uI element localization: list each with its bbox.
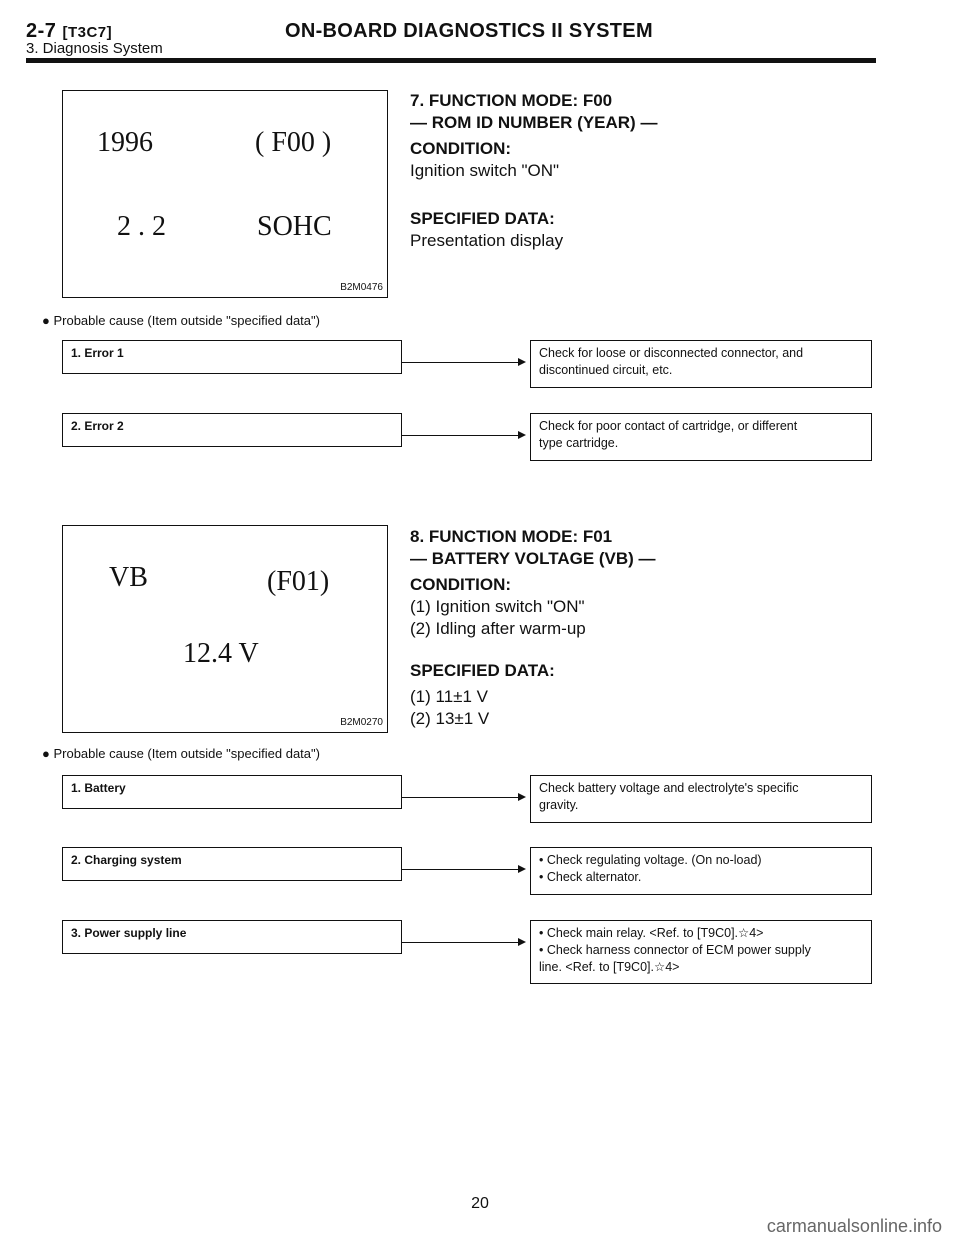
action-line: Check battery voltage and electrolyte's specific (539, 781, 799, 795)
specified-data-text: (2) 13±1 V (410, 709, 490, 728)
header-rule (26, 58, 876, 63)
screen-displacement: 2 . 2 (117, 211, 166, 242)
section8-text (410, 526, 870, 730)
cause-box: 3. Power supply line (62, 920, 402, 954)
figure-id: B2M0476 (340, 282, 383, 293)
screen-mode: ( F00 ) (255, 127, 332, 158)
condition-label: CONDITION: (410, 139, 512, 158)
cause-box: 2. Error 2 (62, 413, 402, 447)
arrow-right-icon (518, 431, 526, 439)
page-number: 20 (471, 1195, 489, 1212)
specified-data-text: Presentation display (410, 231, 564, 250)
condition-text: Ignition switch "ON" (410, 161, 560, 180)
action-line: Check for loose or disconnected connector, and (539, 346, 804, 360)
action-line: Check for poor contact of cartridge, or different (539, 419, 798, 433)
arrow-right-icon (518, 938, 526, 946)
action-box (530, 413, 872, 461)
action-line: • Check alternator. (539, 870, 642, 884)
condition-text: (2) Idling after warm-up (410, 619, 586, 638)
screen-engine: SOHC (257, 211, 332, 242)
specified-data-label: SPECIFIED DATA: (410, 209, 555, 228)
probable-cause-note: ● Probable cause (Item outside "specified data") (42, 313, 320, 328)
specified-data-label: SPECIFIED DATA: (410, 661, 555, 680)
action-line: • Check regulating voltage. (On no-load) (539, 853, 762, 867)
cause-box: 2. Charging system (62, 847, 402, 881)
action-line: gravity. (539, 798, 579, 812)
page-subtitle: 3. Diagnosis System (26, 40, 163, 57)
cause-box: 1. Battery (62, 775, 402, 809)
action-box (530, 847, 872, 895)
specified-data-text: (1) 11±1 V (410, 687, 488, 706)
condition-label: CONDITION: (410, 575, 512, 594)
figure-id: B2M0270 (340, 717, 383, 728)
action-line: line. <Ref. to [T9C0].☆4> (539, 960, 680, 974)
screen-year: 1996 (97, 127, 153, 158)
section-ref: [T3C7] (62, 24, 113, 41)
action-box (530, 920, 872, 984)
page-title: ON-BOARD DIAGNOSTICS II SYSTEM (285, 20, 653, 42)
screen-label: VB (109, 562, 148, 593)
probable-cause-note: ● Probable cause (Item outside "specified data") (42, 746, 320, 761)
condition-text: (1) Ignition switch "ON" (410, 597, 585, 616)
action-line: • Check main relay. <Ref. to [T9C0].☆4> (539, 926, 764, 940)
action-box (530, 775, 872, 823)
connector-line (402, 869, 520, 870)
section8-subheading: — BATTERY VOLTAGE (VB) — (410, 549, 656, 568)
section7-subheading: — ROM ID NUMBER (YEAR) — (410, 113, 658, 132)
f01-screen-figure (62, 525, 388, 733)
watermark: carmanualsonline.info (766, 1216, 942, 1236)
action-line: • Check harness connector of ECM power supply (539, 943, 811, 957)
connector-line (402, 435, 520, 436)
f00-screen-figure (62, 90, 388, 298)
connector-line (402, 362, 520, 363)
action-line: type cartridge. (539, 436, 619, 450)
cause-box: 1. Error 1 (62, 340, 402, 374)
screen-voltage-value: 12.4 V (183, 638, 259, 669)
section7-heading: 7. FUNCTION MODE: F00 (410, 91, 613, 110)
arrow-right-icon (518, 793, 526, 801)
action-box (530, 340, 872, 388)
connector-line (402, 797, 520, 798)
arrow-right-icon (518, 358, 526, 366)
section8-heading: 8. FUNCTION MODE: F01 (410, 527, 613, 546)
arrow-right-icon (518, 865, 526, 873)
screen-mode: (F01) (267, 566, 330, 597)
action-line: discontinued circuit, etc. (539, 363, 673, 377)
connector-line (402, 942, 520, 943)
section-code: 2-7 [T3C7] (26, 20, 113, 42)
section7-text (410, 90, 870, 252)
